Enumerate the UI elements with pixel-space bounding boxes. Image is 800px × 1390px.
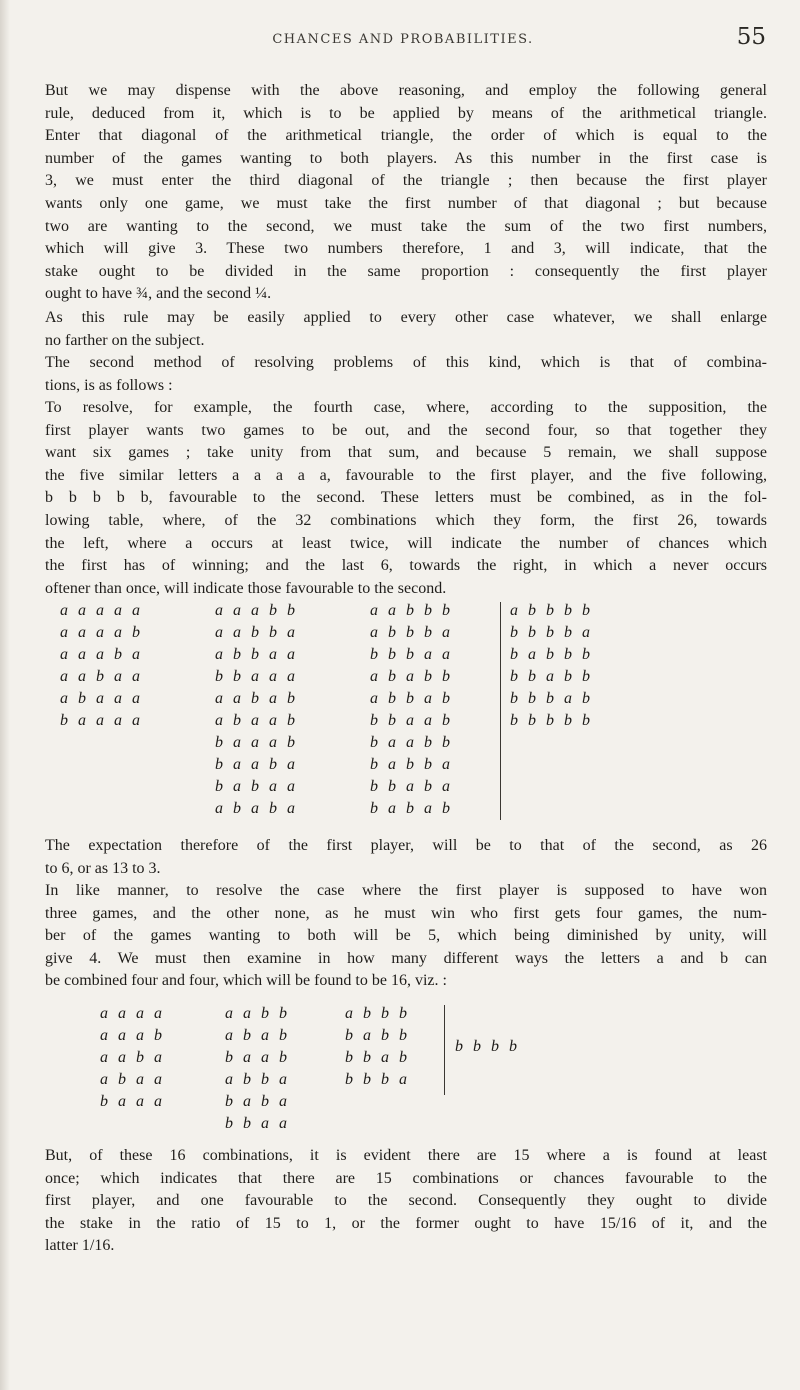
combination-cell: b b b b b bbox=[510, 712, 593, 729]
combination-cell: b a b b bbox=[345, 1027, 410, 1044]
combination-cell: a a b b a bbox=[215, 624, 298, 641]
combination-cell: b b b b a bbox=[510, 624, 593, 641]
paragraph-second-method bbox=[45, 352, 767, 397]
page-number: 55 bbox=[736, 24, 766, 50]
combination-cell: b a a b bbox=[225, 1049, 290, 1066]
combination-cell: a b b b a bbox=[370, 624, 453, 641]
combination-cell: b b a a a bbox=[215, 668, 298, 685]
p6-line: ber of the games wanting to both will be 5, which being diminished by unity, will bbox=[45, 927, 767, 945]
table2-divider bbox=[444, 1005, 445, 1095]
combination-cell: b b b b bbox=[455, 1038, 520, 1055]
combination-cell: a b a a b bbox=[215, 712, 298, 729]
combination-cell: b b a b bbox=[345, 1049, 410, 1066]
table2-col2 bbox=[225, 1003, 290, 1135]
combination-cell: a a b a bbox=[100, 1049, 165, 1066]
combination-cell: b a b a a bbox=[215, 778, 298, 795]
paragraph-rule-applied bbox=[45, 307, 767, 352]
p3-line: The second method of resolving problems of this kind, which is that of combina- bbox=[45, 354, 767, 371]
combination-cell: a a b a a bbox=[60, 668, 143, 685]
combination-cell: a a b a b bbox=[215, 690, 298, 707]
combination-cell: b a b a bbox=[225, 1093, 290, 1110]
combination-cell: a a a a bbox=[100, 1005, 165, 1022]
p7-line: first player, and one favourable to the second. Consequently they ought to divide bbox=[45, 1192, 767, 1210]
combination-cell: b a a b b bbox=[370, 734, 453, 751]
p1-line: But we may dispense with the above reasoning, and employ the following general bbox=[45, 82, 767, 99]
p1-line: rule, deduced from it, which is to be applied by means of the arithmetical triangle. bbox=[45, 104, 767, 122]
combination-cell: a b a a bbox=[100, 1071, 165, 1088]
p1-line: 3, we must enter the third diagonal of the triangle ; then because the first player bbox=[45, 172, 767, 190]
combination-cell: b a a a a bbox=[60, 712, 143, 729]
combination-cell: a a a b a bbox=[60, 646, 143, 663]
p7-line: latter 1/16. bbox=[45, 1237, 115, 1255]
table1-col1 bbox=[60, 600, 143, 732]
p5-line: to 6, or as 13 to 3. bbox=[45, 859, 161, 877]
p1-line: ought to have ¾, and the second ¼. bbox=[45, 285, 272, 303]
paragraph-like-manner bbox=[45, 880, 767, 993]
table1-col3 bbox=[370, 600, 453, 820]
combination-cell: b b b a b bbox=[510, 690, 593, 707]
combination-cell: a b b a b bbox=[370, 690, 453, 707]
combination-cell: b a a a bbox=[100, 1093, 165, 1110]
p4-line: the first has of winning; and the last 6, towards the right, in which a never occurs bbox=[45, 557, 767, 575]
p4-line: first player wants two games to be out, and the second four, so that together they bbox=[45, 421, 767, 439]
p5-line: The expectation therefore of the first player, will be to that of the second, as 26 bbox=[45, 837, 767, 854]
table2-col4 bbox=[455, 1036, 520, 1058]
combination-cell: b b a a b bbox=[370, 712, 453, 729]
combination-cell: b b a b a bbox=[370, 778, 453, 795]
p4-line: the five similar letters a a a a a, favourable to the first player, and the five following, bbox=[45, 466, 767, 484]
p2-line: As this rule may be easily applied to every other case whatever, we shall enlarge bbox=[45, 309, 767, 326]
combination-cell: b a b b a bbox=[370, 756, 453, 773]
p1-line: which will give 3. These two numbers therefore, 1 and 3, will indicate, that the bbox=[45, 240, 767, 258]
p4-line: To resolve, for example, the fourth case, where, according to the supposition, the bbox=[45, 399, 767, 416]
combination-cell: a a b b b bbox=[370, 602, 453, 619]
combinations-table-five-letters bbox=[60, 600, 740, 825]
p1-line: two are wanting to the second, we must take the sum of the two first numbers, bbox=[45, 217, 767, 235]
p3-line: tions, is as follows : bbox=[45, 376, 173, 394]
combination-cell: a b a b bbox=[225, 1027, 290, 1044]
p4-line: oftener than once, will indicate those favourable to the second. bbox=[45, 579, 447, 597]
combination-cell: a a a a a bbox=[60, 602, 143, 619]
p1-line: stake ought to be divided in the same proportion : consequently the first player bbox=[45, 262, 767, 280]
p7-line: once; which indicates that there are 15 combinations or chances favourable to the bbox=[45, 1169, 767, 1187]
combination-cell: a b a b b bbox=[370, 668, 453, 685]
page-edge-shadow bbox=[0, 0, 10, 1390]
p4-line: want six games ; take unity from that sum, and because 5 remain, we shall suppose bbox=[45, 444, 767, 462]
combination-cell: a b b b bbox=[345, 1005, 410, 1022]
combination-cell: b a a a b bbox=[215, 734, 298, 751]
table2-col3 bbox=[345, 1003, 410, 1091]
combination-cell: a a a a b bbox=[60, 624, 143, 641]
combination-cell: a a a b bbox=[100, 1027, 165, 1044]
combination-cell: a a a b b bbox=[215, 602, 298, 619]
table1-col4 bbox=[510, 600, 593, 732]
paragraph-expectation bbox=[45, 835, 767, 880]
combinations-table-four-letters bbox=[100, 1003, 660, 1143]
p7-line: But, of these 16 combinations, it is evident there are 15 where a is found at least bbox=[45, 1147, 767, 1164]
p1-line: number of the games wanting to both players. As this number in the first case is bbox=[45, 149, 767, 167]
table1-divider bbox=[500, 602, 501, 820]
combination-cell: a a b b bbox=[225, 1005, 290, 1022]
combination-cell: a b b b b bbox=[510, 602, 593, 619]
p4-line: lowing table, where, of the 32 combinations which they form, the first 26, towards bbox=[45, 511, 767, 529]
combination-cell: a b a a a bbox=[60, 690, 143, 707]
p1-line: wants only one game, we must take the first number of that diagonal ; but because bbox=[45, 194, 767, 212]
table1-col2 bbox=[215, 600, 298, 820]
paragraph-general-rule bbox=[45, 80, 767, 306]
combination-cell: b b b a a bbox=[370, 646, 453, 663]
combination-cell: a b b a a bbox=[215, 646, 298, 663]
running-head: CHANCES AND PROBABILITIES. bbox=[272, 32, 534, 47]
p1-line: Enter that diagonal of the arithmetical triangle, the order of which is equal to the bbox=[45, 127, 767, 145]
paragraph-fourth-case bbox=[45, 397, 767, 600]
p6-line: three games, and the other none, as he must win who first gets four games, the num- bbox=[45, 904, 767, 922]
p6-line: be combined four and four, which will be found to be 16, viz. : bbox=[45, 972, 447, 990]
combination-cell: a b a b a bbox=[215, 800, 298, 817]
combination-cell: b b b a bbox=[345, 1071, 410, 1088]
combination-cell: b b a a bbox=[225, 1115, 290, 1132]
p4-line: the left, where a occurs at least twice, will indicate the number of chances which bbox=[45, 534, 767, 552]
combination-cell: b a a b a bbox=[215, 756, 298, 773]
p4-line: b b b b b, favourable to the second. These letters must be combined, as in the fol- bbox=[45, 489, 767, 507]
p6-line: In like manner, to resolve the case where the first player is supposed to have won bbox=[45, 882, 767, 899]
p7-line: the stake in the ratio of 15 to 1, or the former ought to have 15/16 of it, and the bbox=[45, 1214, 767, 1232]
page-header bbox=[40, 22, 766, 62]
p6-line: give 4. We must then examine in how many different ways the letters a and b can bbox=[45, 949, 767, 967]
p2-line: no farther on the subject. bbox=[45, 331, 205, 349]
table2-col1 bbox=[100, 1003, 165, 1113]
combination-cell: a b b a bbox=[225, 1071, 290, 1088]
paragraph-conclusion bbox=[45, 1145, 767, 1258]
combination-cell: b b a b b bbox=[510, 668, 593, 685]
combination-cell: b a b b b bbox=[510, 646, 593, 663]
combination-cell: b a b a b bbox=[370, 800, 453, 817]
